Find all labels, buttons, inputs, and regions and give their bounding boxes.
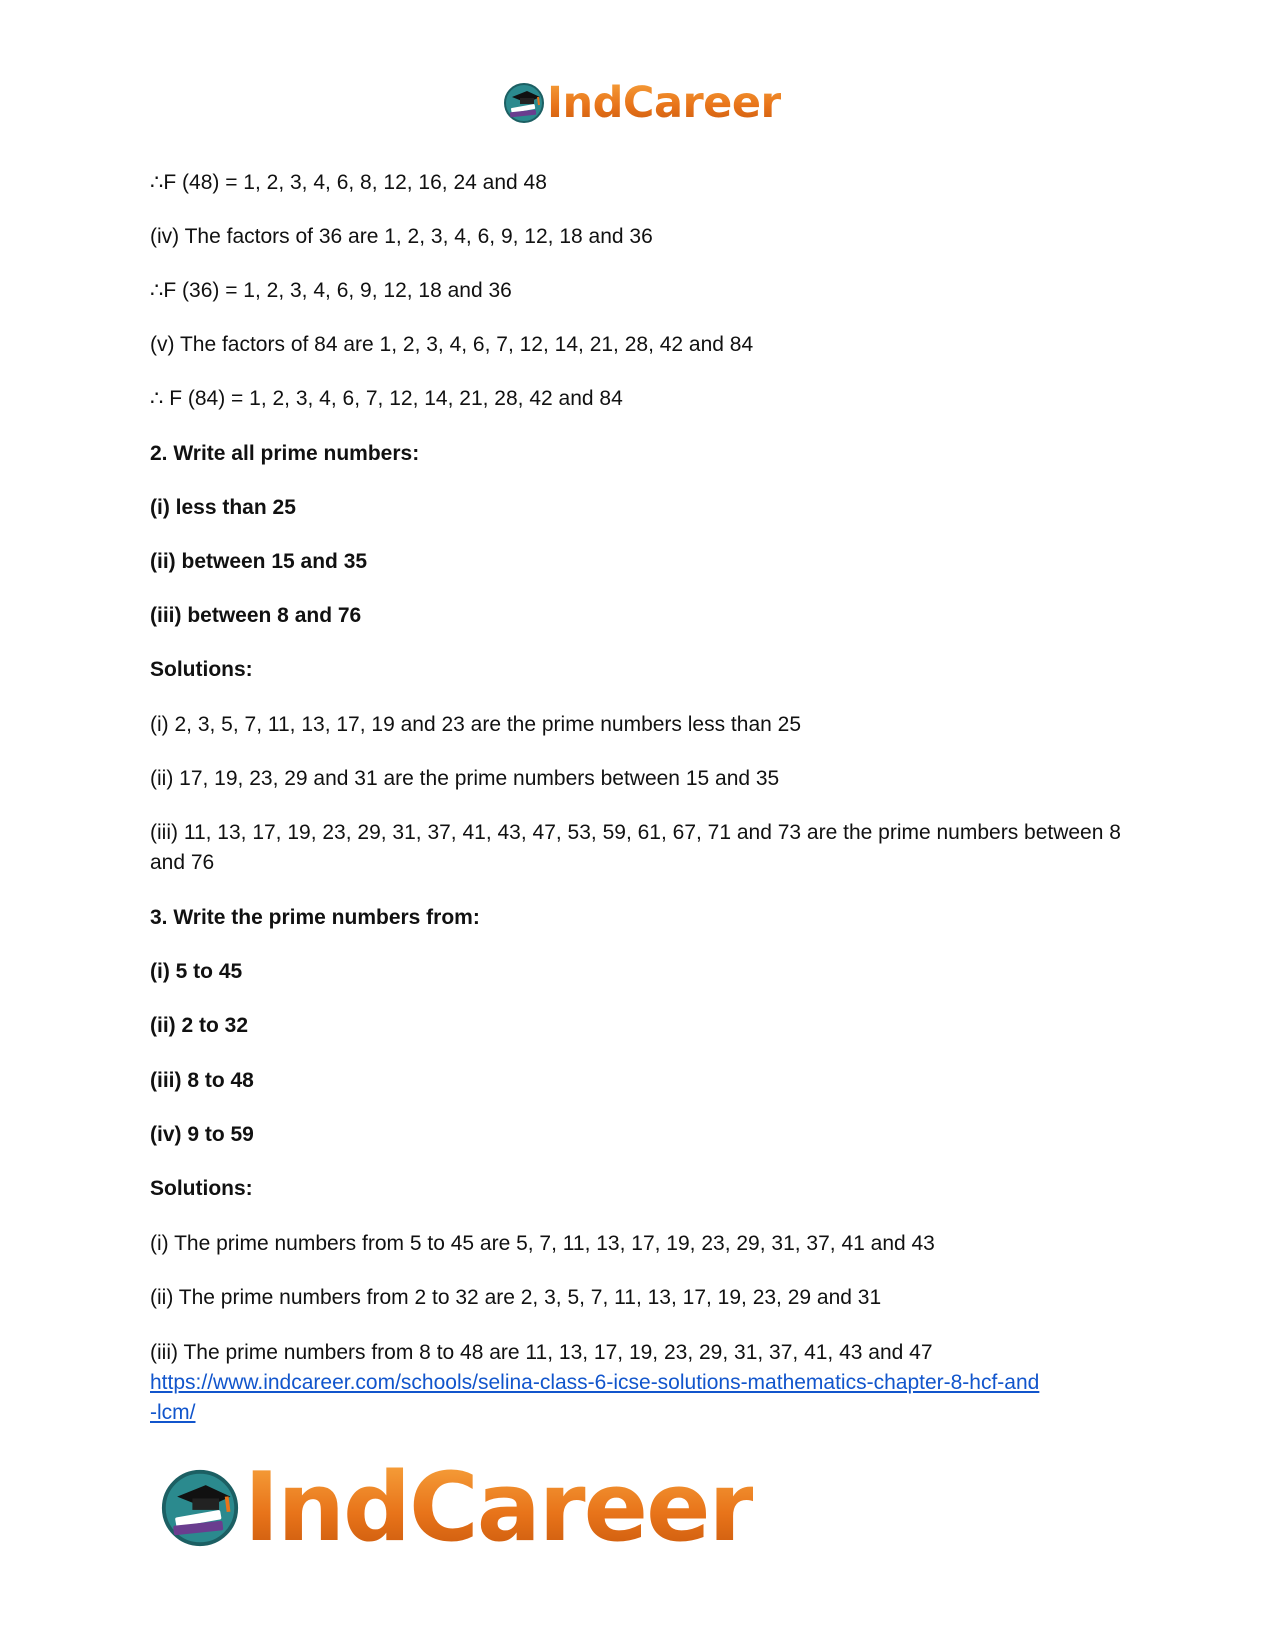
solutions-heading: Solutions: bbox=[150, 658, 253, 681]
source-link-line2: -lcm/ bbox=[150, 1401, 196, 1424]
graduation-books-icon bbox=[503, 82, 545, 124]
question-part: (iv) 9 to 59 bbox=[150, 1123, 254, 1146]
text-line: ∴ F (84) = 1, 2, 3, 4, 6, 7, 12, 14, 21, 28, 42 and 84 bbox=[150, 387, 623, 410]
solution-line: (i) 2, 3, 5, 7, 11, 13, 17, 19 and 23 are the prime numbers less than 25 bbox=[150, 713, 801, 736]
text-line: (iv) The factors of 36 are 1, 2, 3, 4, 6, 9, 12, 18 and 36 bbox=[150, 225, 653, 248]
question-part: (i) less than 25 bbox=[150, 496, 296, 519]
solutions-heading: Solutions: bbox=[150, 1177, 253, 1200]
question-part: (iii) 8 to 48 bbox=[150, 1069, 254, 1092]
text-line: ∴F (36) = 1, 2, 3, 4, 6, 9, 12, 18 and 36 bbox=[150, 279, 512, 302]
solution-line: (iii) 11, 13, 17, 19, 23, 29, 31, 37, 41, 43, 47, 53, 59, 61, 67, 71 and 73 are the prime numbers between 8 and 76 bbox=[150, 821, 1121, 874]
logo-wordmark: IndCareer bbox=[547, 78, 782, 128]
solution-line: (iii) The prime numbers from 8 to 48 are 11, 13, 17, 19, 23, 29, 31, 37, 41, 43 and 47 bbox=[150, 1341, 933, 1364]
question-heading: 3. Write the prime numbers from: bbox=[150, 906, 480, 929]
source-link[interactable] bbox=[150, 1368, 1039, 1428]
solution-line: (i) The prime numbers from 5 to 45 are 5, 7, 11, 13, 17, 19, 23, 29, 31, 37, 41 and 43 bbox=[150, 1232, 935, 1255]
solution-line: (ii) The prime numbers from 2 to 32 are 2, 3, 5, 7, 11, 13, 17, 19, 23, 29 and 31 bbox=[150, 1286, 882, 1309]
logo-wordmark: IndCareer bbox=[244, 1453, 754, 1563]
question-heading: 2. Write all prime numbers: bbox=[150, 442, 420, 465]
text-line: ∴F (48) = 1, 2, 3, 4, 6, 8, 12, 16, 24 and 48 bbox=[150, 171, 547, 194]
solution-line: (ii) 17, 19, 23, 29 and 31 are the prime numbers between 15 and 35 bbox=[150, 767, 780, 790]
question-part: (ii) between 15 and 35 bbox=[150, 550, 368, 573]
graduation-books-icon bbox=[160, 1468, 240, 1548]
text-line: (v) The factors of 84 are 1, 2, 3, 4, 6, 7, 12, 14, 21, 28, 42 and 84 bbox=[150, 333, 754, 356]
question-part: (ii) 2 to 32 bbox=[150, 1014, 249, 1037]
indcareer-logo-footer bbox=[160, 1453, 754, 1563]
indcareer-logo-header bbox=[503, 78, 781, 128]
source-link-line1: https://www.indcareer.com/schools/selina-class-6-icse-solutions-mathematics-chapter-8-hcf-and bbox=[150, 1371, 1040, 1394]
question-part: (iii) between 8 and 76 bbox=[150, 604, 362, 627]
question-part: (i) 5 to 45 bbox=[150, 960, 243, 983]
